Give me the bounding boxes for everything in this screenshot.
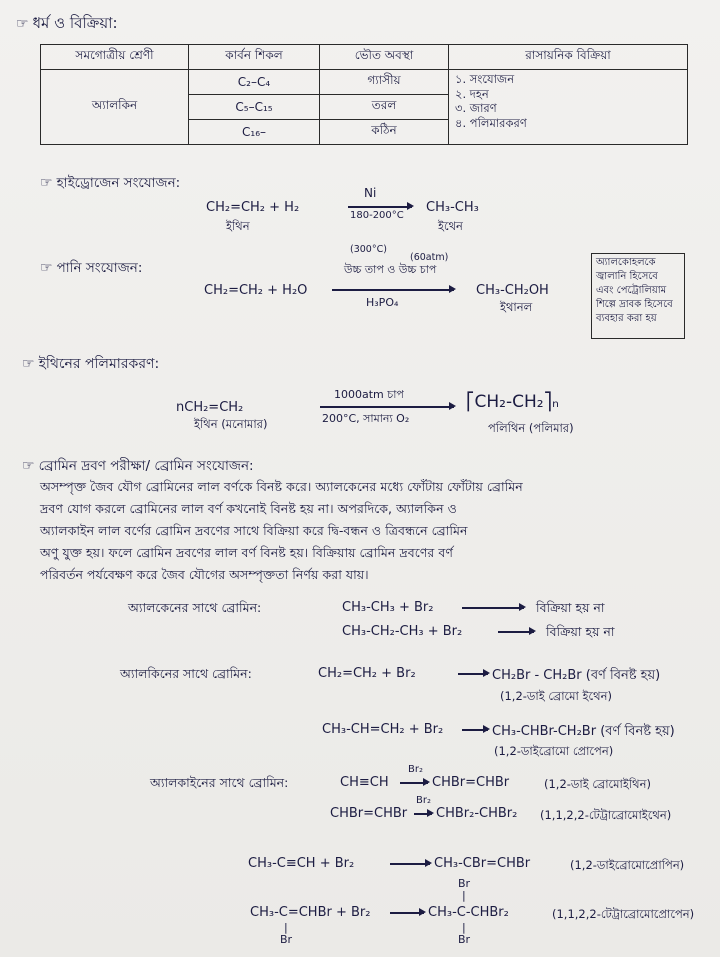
reaction-arrow [498,631,534,633]
bond-line: | [462,889,466,902]
substituent-label: Br [458,877,471,890]
table-cell: তরল [320,95,449,120]
reagent-label: Br₂ [408,764,423,775]
substituent-label: Br [280,933,293,946]
reactant-name: ইথিন (মনোমার) [194,417,268,431]
reaction-item: ২. দহন [455,86,489,101]
reaction-result: বিক্রিয়া হয় না [536,600,605,615]
reactant-name: ইথিন [226,219,250,233]
reaction-arrow [414,813,432,815]
reaction-arrow [462,607,524,609]
catalyst-label: H₃PO₄ [366,296,399,309]
product-name: ইথানল [500,300,533,314]
pointing-hand-icon: ☞ [40,260,53,276]
table-cell: কঠিন [320,120,449,145]
heading-text: হাইড্রোজেন সংযোজন: [56,175,181,191]
paragraph-line: অ্যালকাইন লাল বর্ণের ব্রোমিন দ্রবণের সাথে বিক্রিয়া করে দ্বি-বন্ধন ও ত্রিবন্ধনে ব্রোমিন [40,523,468,538]
reaction-arrow [390,863,430,865]
table-header-row [41,45,688,70]
table-header-cell: কার্বন শিকল [189,45,320,70]
reaction-item: ৩. জারণ [455,101,497,115]
section-polymerization [22,352,159,376]
equation-product: CHBr=CHBr [432,775,510,790]
paragraph-line: অসম্পৃক্ত জৈব যৌগ ব্রোমিনের লাল বর্ণকে বিনষ্ট করে। অ্যালকেনের মধ্যে ফোঁটায় ফোঁটায় ব্রোমিন [40,479,523,494]
reaction-result: বিক্রিয়া হয় না [546,624,615,639]
alkene-label: অ্যালকিনের সাথে ব্রোমিন: [120,666,252,681]
product-name: (1,2-ডাই ব্রোমোইথিন) [544,777,651,791]
table-header-cell: রাসায়নিক বিক্রিয়া [449,45,688,70]
equation-reactants: CH₂=CH₂ + Br₂ [318,666,416,681]
product-name: পলিথিন (পলিমার) [488,421,574,435]
table-cell-reactions [449,70,688,145]
product-name: (1,2-ডাই ব্রোমো ইথেন) [500,689,612,703]
product-name: (1,2-ডাইব্রোমোপ্রোপিন) [570,858,685,872]
equation-product: CH₃-C-CHBr₂ [428,905,509,920]
heading-text: পানি সংযোজন: [56,260,143,276]
pressure-label: (60atm) [410,252,449,263]
pointing-hand-icon: ☞ [22,356,35,372]
bromine-paragraph [40,476,706,586]
table-row [41,70,688,95]
pointing-hand-icon: ☞ [22,458,35,474]
paragraph-line: পরিবর্তন পর্যবেক্ষণ করে জৈব যৌগের অসম্পৃক্ততা নির্ণয় করা যায়। [40,567,369,582]
table-cell-series: অ্যালকিন [41,70,189,145]
alkyne-label: অ্যালকাইনের সাথে ব্রোমিন: [150,775,289,790]
table-cell: C₂–C₄ [189,70,320,95]
condition-label: 180-200°C [350,210,404,221]
heading-text: ইথিনের পলিমারকরণ: [38,356,160,372]
note-line: অ্যালকোহলকে [596,257,656,268]
equation-reactants: CH₃-C=CHBr + Br₂ [250,905,371,920]
reaction-item: ১. সংযোজন [455,72,515,86]
table-cell: C₁₆– [189,120,320,145]
equation-reactants: CH₂=CH₂ + H₂O [204,283,308,298]
reaction-arrow [462,729,488,731]
equation-product: CH₃-CH₂OH [476,283,549,298]
catalyst-label: Ni [364,186,377,200]
pressure-label: 1000atm চাপ [334,388,404,401]
product-name: (1,2-ডাইব্রোমো প্রোপেন) [494,744,614,758]
product-name: (1,1,2,2-টেট্রাব্রোমোইথেন) [540,808,672,822]
reagent-label: Br₂ [416,795,431,806]
note-line: ব্যবহার করা হয় [596,313,657,324]
reaction-arrow [348,206,412,208]
section-bromine-test [22,455,254,478]
reaction-arrow [332,289,454,291]
equation-reactants: CH≡CH [340,775,389,790]
equation-product: CHBr₂-CHBr₂ [436,806,518,821]
equation-reactants: CH₃-CH₂-CH₃ + Br₂ [342,624,463,639]
reaction-arrow [320,406,454,408]
heading-text: ব্রোমিন দ্রবণ পরীক্ষা/ ব্রোমিন সংযোজন: [38,458,254,474]
table-header-cell: ভৌত অবস্থা [320,45,449,70]
equation-reactants: CHBr=CHBr [330,806,408,821]
reaction-item: ৪. পলিমারকরণ [455,115,527,130]
alkane-label: অ্যালকেনের সাথে ব্রোমিন: [128,600,262,615]
reaction-arrow [400,782,428,784]
condition-label: 200°C, সামান্য O₂ [322,412,410,425]
section-hydrogenation [40,172,180,195]
equation-reactants: CH₃-C≡CH + Br₂ [248,856,355,871]
note-line: এবং পেট্রোলিয়াম [596,285,667,296]
properties-table [40,44,688,145]
reaction-arrow [390,912,424,914]
equation-reactants: CH₂=CH₂ + H₂ [206,200,300,215]
pointing-hand-icon: ☞ [40,175,53,191]
equation-reactant: nCH₂=CH₂ [176,400,244,415]
side-note-box [591,253,685,339]
equation-product: CH₂Br - CH₂Br (বর্ণ বিনষ্ট হয়) [492,668,661,683]
section-heading-properties [16,12,118,37]
product-name: ইথেন [438,219,463,233]
paragraph-line: অণু যুক্ত হয়। ফলে ব্রোমিন দ্রবণের লাল বর্ণ বিনষ্ট হয়। বিক্রিয়ায় ব্রোমিন দ্রবণের বর্ণ [40,545,453,560]
reaction-arrow [458,673,488,675]
product-name: (1,1,2,2-টেট্রাব্রোমোপ্রোপেন) [552,907,695,921]
section-hydration [40,257,142,280]
equation-product: CH₃-CHBr-CH₂Br (বর্ণ বিনষ্ট হয়) [492,724,675,739]
equation-product: CH₃-CBr=CHBr [434,856,531,871]
equation-product: ⎡CH₂-CH₂⎤ₙ [466,392,559,412]
note-line: শিল্পে দ্রাবক হিসেবে [596,299,673,310]
note-line: জ্বালানি হিসেবে [596,271,658,282]
paragraph-line: দ্রবণ যোগ করলে ব্রোমিনের লাল বর্ণ কখনোই বিনষ্ট হয় না। অপরদিকে, অ্যালকিন ও [40,501,457,516]
equation-reactants: CH₃-CH=CH₂ + Br₂ [322,722,444,737]
equation-product: CH₃-CH₃ [426,200,479,215]
bond-line: | [462,921,466,934]
temperature-label: (300°C) [350,244,387,255]
condition-label: উচ্চ তাপ ও উচ্চ চাপ [344,263,437,276]
substituent-label: Br [458,933,471,946]
pointing-hand-icon: ☞ [16,16,29,32]
table-cell: গ্যাসীয় [320,70,449,95]
table-header-cell: সমগোত্রীয় শ্রেণী [41,45,189,70]
table-cell: C₅–C₁₅ [189,95,320,120]
bond-line: | [284,921,288,934]
heading-text: ধর্ম ও বিক্রিয়া: [32,14,118,32]
equation-reactants: CH₃-CH₃ + Br₂ [342,600,434,615]
